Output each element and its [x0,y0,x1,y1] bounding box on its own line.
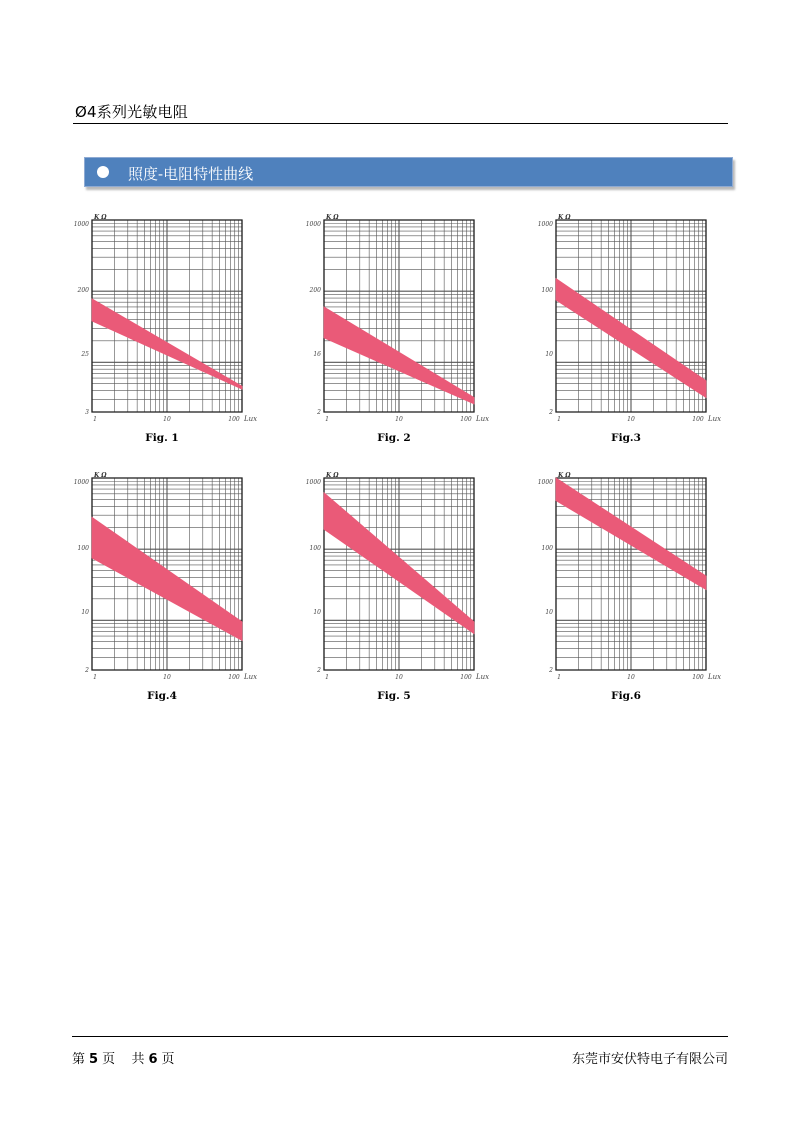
figure-caption: Fig. 2 [377,432,411,444]
figure-caption: Fig. 1 [145,432,179,444]
y-unit-label: K Ω [558,472,571,479]
y-tick-label: 1000 [73,479,89,486]
x-unit-label: Lux [476,673,490,681]
section-title: 照度-电阻特性曲线 [128,165,254,183]
y-tick-label: 2 [85,667,89,674]
x-unit-label: Lux [476,415,490,423]
section-banner [84,157,733,187]
x-tick-label: 100 [692,416,704,423]
page-word: 页 [102,1052,116,1067]
x-unit-label: Lux [708,415,722,423]
x-tick-label: 100 [692,674,704,681]
x-tick-label: 10 [395,674,403,681]
y-tick-label: 100 [77,545,89,552]
x-tick-label: 10 [163,674,171,681]
chart-svg [52,212,272,432]
y-tick-label: 100 [541,287,553,294]
y-unit-label: K Ω [94,214,107,221]
y-tick-label: 10 [313,609,321,616]
y-tick-label: 3 [85,409,89,416]
bullet-icon [97,166,109,178]
chart-svg [52,470,272,690]
page-prefix: 第 [72,1052,86,1067]
y-tick-label: 2 [549,409,553,416]
x-tick-label: 100 [228,674,240,681]
figure-caption: Fig. 5 [377,690,411,702]
y-tick-label: 2 [317,409,321,416]
y-tick-label: 16 [313,351,321,358]
footer-divider [72,1036,728,1037]
total-pages: 6 [148,1052,158,1067]
x-unit-label: Lux [708,673,722,681]
chart-svg [516,212,736,432]
y-tick-label: 1000 [305,221,321,228]
chart-fig-3 [516,212,736,452]
chart-fig-1 [52,212,272,452]
y-tick-label: 25 [81,351,89,358]
x-tick-label: 1 [93,674,97,681]
x-tick-label: 10 [627,416,635,423]
header-divider [73,123,728,124]
chart-svg [284,212,504,432]
y-unit-label: K Ω [558,214,571,221]
x-tick-label: 100 [460,416,472,423]
document-title: Ø4系列光敏电阻 [75,103,188,121]
y-tick-label: 10 [545,609,553,616]
y-tick-label: 200 [77,287,89,294]
y-unit-label: K Ω [326,214,339,221]
x-tick-label: 10 [395,416,403,423]
y-tick-label: 1000 [305,479,321,486]
y-tick-label: 100 [541,545,553,552]
y-tick-label: 1000 [537,479,553,486]
x-tick-label: 1 [93,416,97,423]
chart-svg [284,470,504,690]
x-tick-label: 10 [163,416,171,423]
y-tick-label: 2 [549,667,553,674]
page-indicator [72,1048,179,1067]
page-number: 5 [89,1052,99,1067]
company-name: 东莞市安伏特电子有限公司 [571,1052,728,1067]
x-tick-label: 1 [557,416,561,423]
x-tick-label: 1 [325,674,329,681]
chart-fig-4 [52,470,272,710]
y-tick-label: 2 [317,667,321,674]
figure-caption: Fig.3 [611,432,641,444]
y-tick-label: 1000 [537,221,553,228]
y-tick-label: 200 [309,287,321,294]
y-tick-label: 10 [81,609,89,616]
x-tick-label: 100 [228,416,240,423]
y-tick-label: 10 [545,351,553,358]
chart-svg [516,470,736,690]
figure-caption: Fig.6 [611,690,641,702]
total-prefix: 共 [131,1052,145,1067]
x-tick-label: 1 [325,416,329,423]
y-tick-label: 100 [309,545,321,552]
x-tick-label: 100 [460,674,472,681]
chart-fig-2 [284,212,504,452]
chart-fig-5 [284,470,504,710]
x-tick-label: 10 [627,674,635,681]
chart-fig-6 [516,470,736,710]
x-unit-label: Lux [244,673,258,681]
x-tick-label: 1 [557,674,561,681]
y-unit-label: K Ω [326,472,339,479]
y-unit-label: K Ω [94,472,107,479]
total-word: 页 [161,1052,175,1067]
figure-caption: Fig.4 [147,690,177,702]
x-unit-label: Lux [244,415,258,423]
y-tick-label: 1000 [73,221,89,228]
